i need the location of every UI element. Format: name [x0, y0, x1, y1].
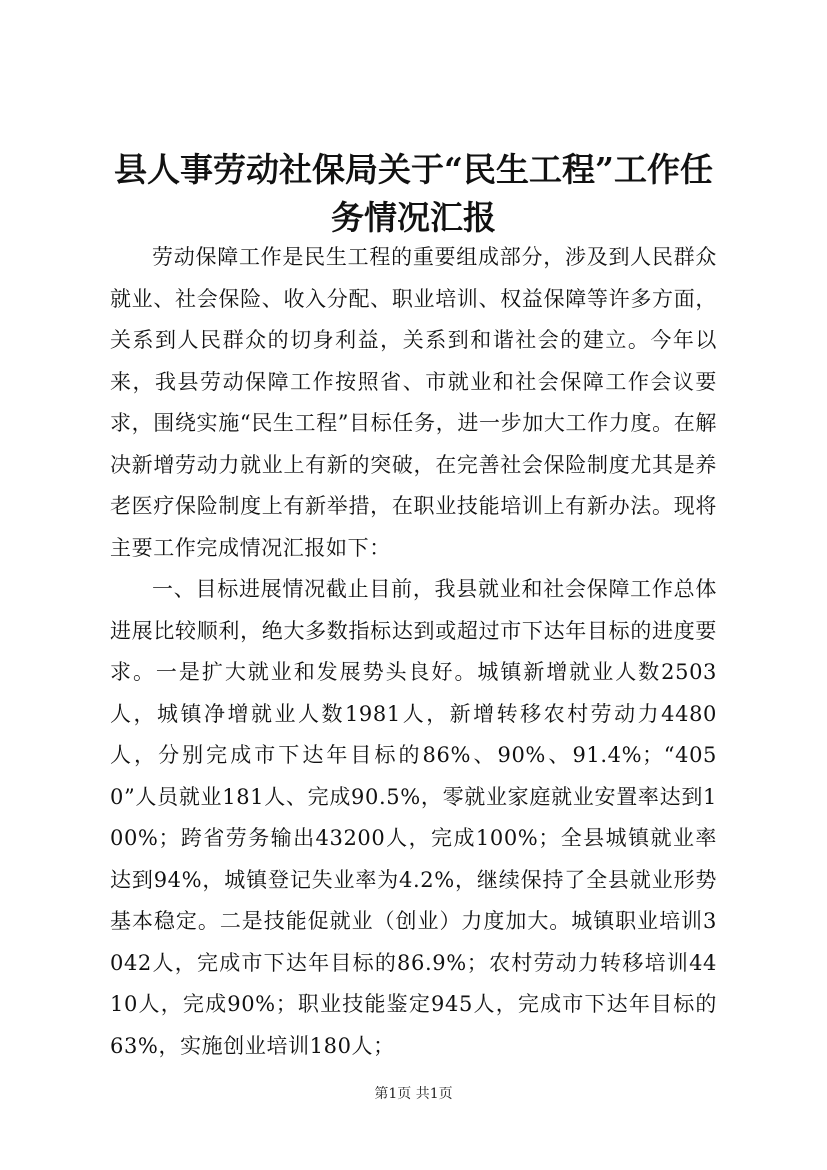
paragraph-progress: 一、目标进展情况截止目前，我县就业和社会保障工作总体进展比较顺利，绝大多数指标达到或超过市下达年目标的进度要求。一是扩大就业和发展势头良好。城镇新增就业人数2503人，城镇净增就业人数1981人，新增转移农村劳动力4480人，分别完成市下达年目标的86%、90%、91.4%；“4050”人员就业181人、完成90.5%，零就业家庭就业安置率达到100%；跨省劳务输出43200人，完成100%；全县城镇就业率达到94%，城镇登记失业率为4.2%，继续保持了全县就业形势基本稳定。二是技能促就业（创业）力度加大。城镇职业培训3042人，完成市下达年目标的86.9%；农村劳动力转移培训4410人，完成90%；职业技能鉴定945人，完成市下达年目标的63%，实施创业培训180人； [110, 577, 717, 1058]
document-title: 县人事劳动社保局关于“民生工程”工作任务情况汇报 [114, 150, 713, 237]
paragraph-intro: 劳动保障工作是民生工程的重要组成部分，涉及到人民群众就业、社会保险、收入分配、职业培训、权益保障等许多方面，关系到人民群众的切身利益，关系到和谐社会的建立。今年以来，我县劳动保障工作按照省、市就业和社会保障工作会议要求，围绕实施“民生工程”目标任务，进一步加大工作力度。在解决新增劳动力就业上有新的突破，在完善社会保险制度尤其是养老医疗保险制度上有新举措，在职业技能培训上有新办法。现将主要工作完成情况汇报如下： [110, 245, 717, 560]
page-footer: 第1页 共1页 [374, 1086, 453, 1102]
document-body [110, 237, 717, 1067]
